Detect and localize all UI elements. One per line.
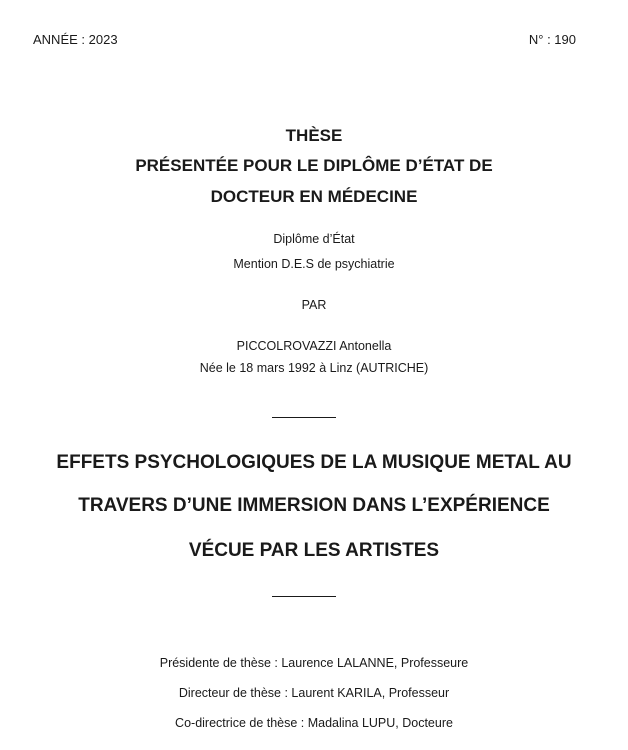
thesis-title-line-3: VÉCUE PAR LES ARTISTES [188,540,440,561]
diploma-type: Diplôme d’État [273,232,355,246]
separator-bottom [272,596,336,597]
thesis-title-line-2: TRAVERS D’UNE IMMERSION DANS L’EXPÉRIENCE [78,495,550,516]
thesis-heading: THÈSE [285,126,343,145]
thesis-degree: DOCTEUR EN MÉDECINE [210,187,418,206]
thesis-subheading: PRÉSENTÉE POUR LE DIPLÔME D’ÉTAT DE [135,156,493,175]
author-birth: Née le 18 mars 1992 à Linz (AUTRICHE) [199,361,429,375]
jury-codirector: Co-directrice de thèse : Madalina LUPU, Docteure [175,716,453,730]
diploma-mention: Mention D.E.S de psychiatrie [233,257,395,271]
author-name: PICCOLROVAZZI Antonella [236,339,392,353]
by-label: PAR [301,298,327,312]
separator-top [272,417,336,418]
year-label: ANNÉE : 2023 [33,32,118,47]
jury-director: Directeur de thèse : Laurent KARILA, Professeur [178,686,450,700]
thesis-number: N° : 190 [528,32,576,47]
jury-president: Présidente de thèse : Laurence LALANNE, Professeure [159,656,469,670]
thesis-title-line-1: EFFETS PSYCHOLOGIQUES DE LA MUSIQUE METAL AU [56,452,572,473]
